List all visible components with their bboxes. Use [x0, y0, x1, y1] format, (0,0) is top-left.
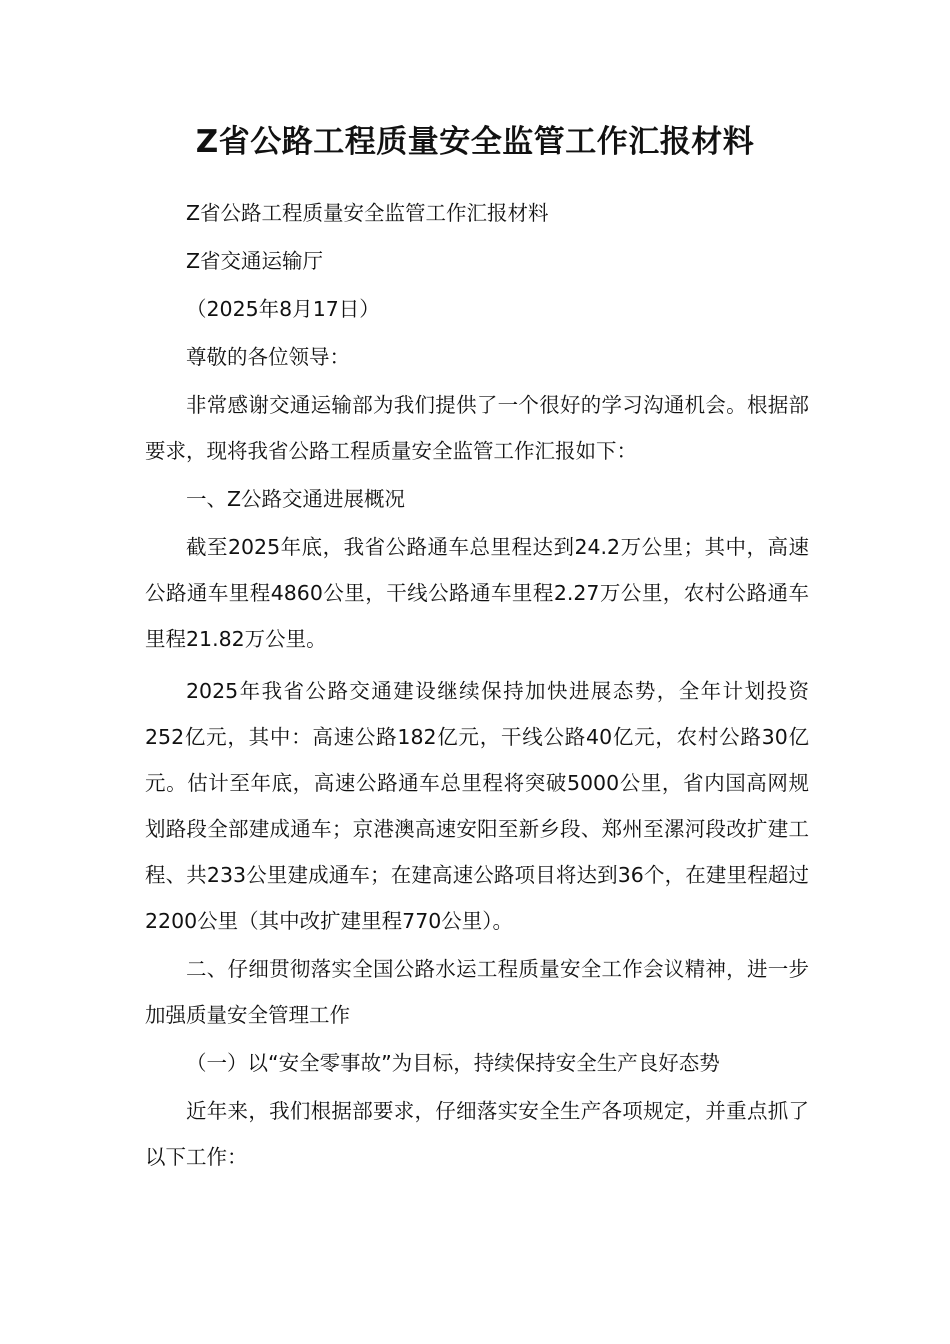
- document-title: Z省公路工程质量安全监管工作汇报材料: [195, 124, 755, 160]
- section-heading-2: 二、仔细贯彻落实全国公路水运工程质量安全工作会议精神，进一步加强质量安全管理工作: [145, 957, 809, 1027]
- section-heading-1: 一、Z公路交通进展概况: [186, 487, 406, 511]
- paragraph-subtitle: Z省公路工程质量安全监管工作汇报材料: [186, 201, 549, 225]
- paragraph-intro: 非常感谢交通运输部为我们提供了一个很好的学习沟通机会。根据部要求，现将我省公路工程质量安全监管工作汇报如下：: [145, 393, 809, 463]
- paragraph-date: （2025年8月17日）: [186, 297, 380, 321]
- paragraph-recent-work: 近年来，我们根据部要求，仔细落实安全生产各项规定，并重点抓了以下工作：: [145, 1099, 809, 1169]
- paragraph-salutation: 尊敬的各位领导：: [186, 345, 350, 369]
- document-body: [145, 190, 809, 1180]
- paragraph-issuer: Z省交通运输厅: [186, 249, 324, 273]
- subsection-heading-1: （一）以“安全零事故”为目标，持续保持安全生产良好态势: [186, 1051, 720, 1075]
- paragraph-investment: 2025年我省公路交通建设继续保持加快进展态势，全年计划投资252亿元，其中：高速公路182亿元，干线公路40亿元，农村公路30亿元。估计至年底，高速公路通车总里程将突破5000公里，省内国高网规划路段全部建成通车；京港澳高速安阳至新乡段、郑州至漯河段改扩建工程、共233公里建成通车；在建高速公路项目将达到36个，在建里程超过2200公里（其中改扩建里程770公里）。: [145, 679, 809, 933]
- paragraph-overview: 截至2025年底，我省公路通车总里程达到24.2万公里；其中，高速公路通车里程4860公里，干线公路通车里程2.27万公里，农村公路通车里程21.82万公里。: [145, 535, 809, 651]
